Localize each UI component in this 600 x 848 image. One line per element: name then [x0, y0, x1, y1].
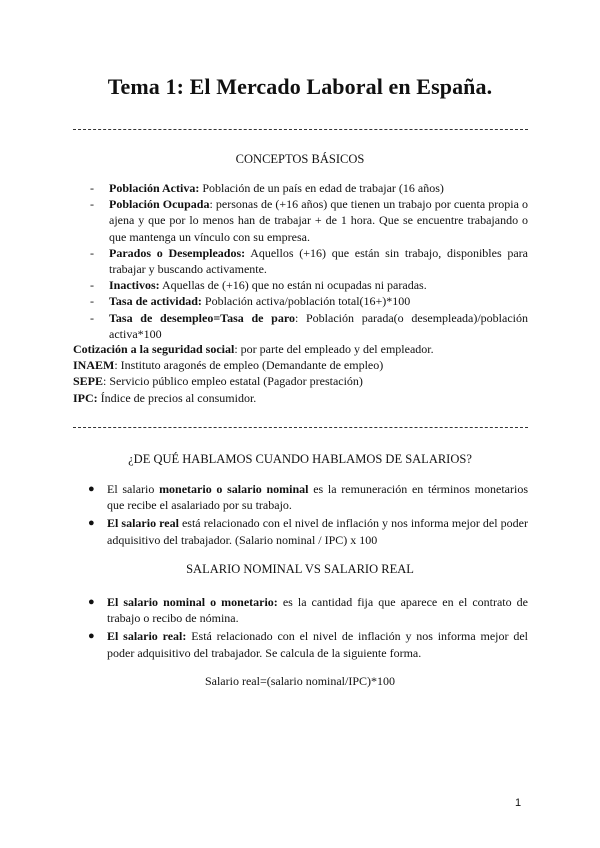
term: Parados o Desempleados:	[109, 245, 246, 260]
definition: Índice de precios al consumidor.	[97, 390, 257, 405]
acronym-line	[73, 357, 533, 373]
document-title: Tema 1: El Mercado Laboral en España.	[107, 74, 493, 99]
acronym-line	[73, 341, 533, 357]
dash-marker: -	[90, 197, 94, 212]
definition: : Servicio público empleo estatal (Pagador prestación)	[103, 374, 363, 389]
term: Población Ocupada	[109, 197, 210, 212]
term: Tasa de actividad:	[109, 294, 202, 309]
term: Tasa de desempleo=Tasa de paro	[109, 310, 295, 325]
term: El salario real	[107, 516, 179, 531]
list-item	[73, 515, 528, 547]
salary-formula: Salario real=(salario nominal/IPC)*100	[204, 674, 396, 688]
divider-middle	[73, 427, 528, 428]
list-item	[73, 196, 528, 245]
definition: es la cantidad fija que aparece en el contrato de trabajo o recibo de nómina.	[107, 595, 528, 626]
section-heading-salarios: ¿DE QUÉ HABLAMOS CUANDO HABLAMOS DE SALARIOS?	[128, 452, 472, 466]
page-number: 1	[515, 797, 522, 809]
dash-marker: -	[90, 294, 94, 309]
list-item	[73, 310, 528, 342]
term: Población Activa:	[109, 181, 200, 195]
conceptos-list	[73, 180, 528, 342]
acronym-line	[73, 390, 533, 406]
nominal-vs-real-list	[73, 594, 528, 663]
term: INAEM	[73, 358, 115, 373]
term: Cotización a la seguridad social	[73, 342, 235, 356]
list-item	[73, 180, 528, 196]
list-item	[73, 277, 528, 293]
definition: está relacionado con el nivel de inflación y nos informa mejor del poder adquisitivo del trabajador. (Salario nominal / IPC) x 100	[107, 516, 528, 547]
definition: Población activa/población total(16+)*100	[201, 294, 411, 309]
dash-marker: -	[90, 278, 94, 293]
term: Inactivos:	[109, 278, 160, 293]
list-item	[73, 481, 528, 513]
term: El salario nominal o monetario:	[107, 595, 278, 609]
definition: : por parte del empleado y del empleador.	[234, 342, 434, 356]
salarios-list	[73, 481, 528, 550]
term: monetario o salario nominal	[159, 482, 309, 496]
bullet-marker: ●	[88, 630, 95, 643]
list-item	[73, 245, 528, 277]
term: IPC:	[73, 390, 98, 405]
bullet-marker: ●	[88, 596, 95, 608]
dash-marker: -	[90, 181, 94, 195]
definition: Aquellas de (+16) que no están ni ocupadas ni paradas.	[159, 278, 427, 293]
acronyms-block	[73, 341, 533, 406]
list-item	[73, 293, 528, 309]
definition: Está relacionado con el nivel de inflación y nos informa mejor del poder adquisitivo del trabajador. Se calcula de la siguiente forma.	[107, 629, 528, 660]
dash-marker: -	[90, 310, 94, 325]
bullet-marker: ●	[88, 483, 95, 495]
term: El salario real:	[107, 629, 187, 644]
term: SEPE	[73, 374, 104, 389]
definition: es la remuneración en términos monetarios que recibe el asalariado por su trabajo.	[107, 482, 529, 513]
bullet-marker: ●	[88, 517, 95, 530]
definition: : Población parada(o desempleada)/población activa*100	[109, 310, 529, 341]
definition: Población de un país en edad de trabajar (16 años)	[199, 181, 444, 195]
section-heading-conceptos: CONCEPTOS BÁSICOS	[235, 152, 365, 166]
dash-marker: -	[90, 245, 94, 260]
list-item	[73, 628, 528, 660]
list-item	[73, 594, 528, 626]
acronym-line	[73, 373, 533, 389]
divider-top	[73, 129, 528, 130]
definition: : personas de (+16 años) que tienen un trabajo por cuenta propia o ajena y que por lo menos han de trabajar + de 1 hora. Que se encuentre trabajando o que mantenga un vínculo con su empresa.	[109, 197, 528, 244]
definition: Aquellos (+16) que están sin trabajo, disponibles para trabajar y buscando activamente.	[109, 245, 528, 277]
intro-text: El salario	[107, 482, 160, 496]
definition: : Instituto aragonés de empleo (Demandante de empleo)	[114, 358, 384, 373]
section-heading-nominal-vs-real: SALARIO NOMINAL VS SALARIO REAL	[186, 562, 414, 576]
